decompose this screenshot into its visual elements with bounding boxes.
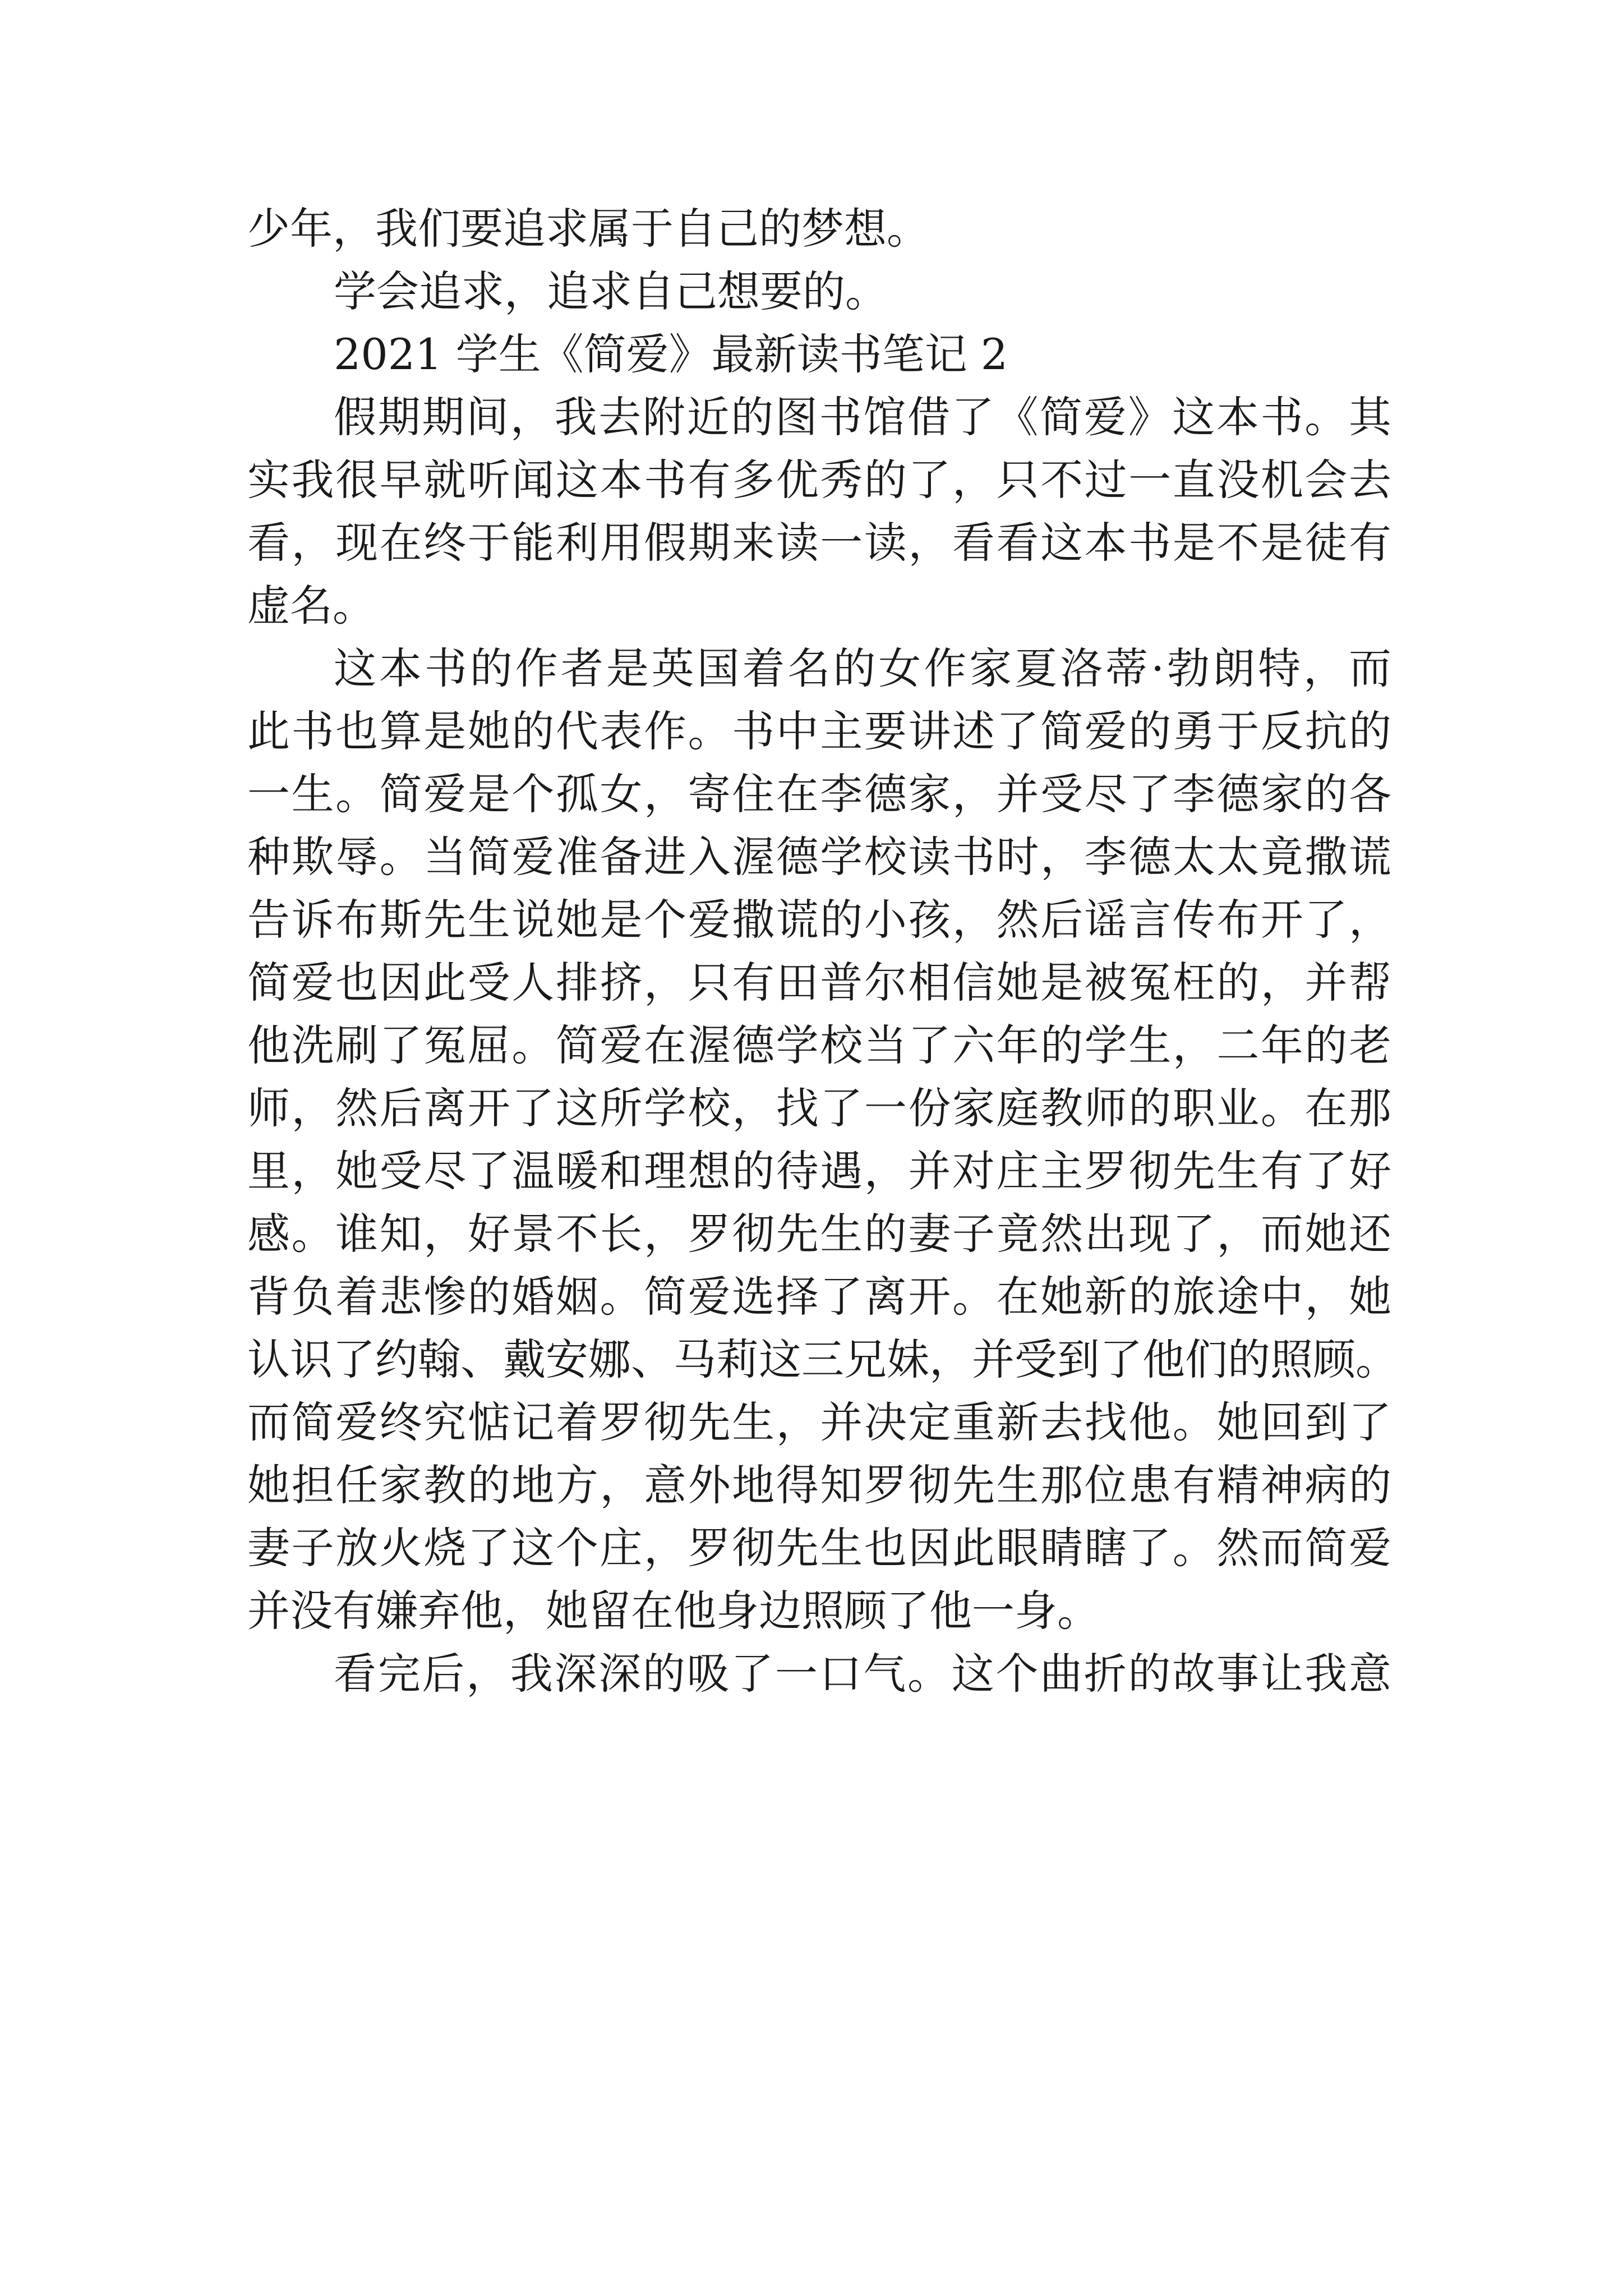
text-line: 告诉布斯先生说她是个爱撒谎的小孩，然后谣言传布开了， — [247, 895, 1391, 945]
text-line: 感。谁知，好景不长，罗彻先生的妻子竟然出现了，而她还 — [247, 1209, 1391, 1259]
text-line: 看，现在终于能利用假期来读一读，看看这本书是不是徒有 — [247, 518, 1391, 568]
text-line: 并没有嫌弃他，她留在他身边照顾了他一身。 — [247, 1586, 1100, 1636]
text-line: 实我很早就听闻这本书有多优秀的了，只不过一直没机会去 — [247, 455, 1391, 505]
text-line: 背负着悲惨的婚姻。简爱选择了离开。在她新的旅途中，她 — [247, 1272, 1391, 1322]
section-heading: 2021 学生《简爱》最新读书笔记 2 — [334, 329, 1008, 379]
text-line: 假期期间，我去附近的图书馆借了《简爱》这本书。其 — [334, 392, 1391, 442]
text-line: 这本书的作者是英国着名的女作家夏洛蒂·勃朗特，而 — [334, 643, 1391, 693]
text-line: 里，她受尽了温暖和理想的待遇，并对庄主罗彻先生有了好 — [247, 1146, 1391, 1196]
text-line: 学会追求，追求自己想要的。 — [334, 266, 888, 316]
text-line: 一生。简爱是个孤女，寄住在李德家，并受尽了李德家的各 — [247, 769, 1391, 819]
text-line: 认识了约翰、戴安娜、马莉这三兄妹，并受到了他们的照顾。 — [247, 1335, 1398, 1384]
text-line: 简爱也因此受人排挤，只有田普尔相信她是被冤枉的，并帮 — [247, 958, 1391, 1007]
text-line: 而简爱终究惦记着罗彻先生，并决定重新去找他。她回到了 — [247, 1397, 1391, 1447]
text-line: 看完后，我深深的吸了一口气。这个曲折的故事让我意 — [334, 1649, 1391, 1699]
text-line: 他洗刷了冤屈。简爱在渥德学校当了六年的学生，二年的老 — [247, 1020, 1391, 1070]
text-line: 她担任家教的地方，意外地得知罗彻先生那位患有精神病的 — [247, 1460, 1391, 1510]
text-line: 种欺辱。当简爱准备进入渥德学校读书时，李德太太竟撒谎 — [247, 832, 1391, 882]
text-line: 妻子放火烧了这个庄，罗彻先生也因此眼睛瞎了。然而简爱 — [247, 1523, 1391, 1573]
text-line: 虚名。 — [247, 581, 375, 631]
text-line: 此书也算是她的代表作。书中主要讲述了简爱的勇于反抗的 — [247, 706, 1391, 756]
text-line: 少年，我们要追求属于自己的梦想。 — [247, 204, 929, 254]
text-line: 师，然后离开了这所学校，找了一份家庭教师的职业。在那 — [247, 1083, 1391, 1133]
document-body — [247, 197, 1398, 1705]
